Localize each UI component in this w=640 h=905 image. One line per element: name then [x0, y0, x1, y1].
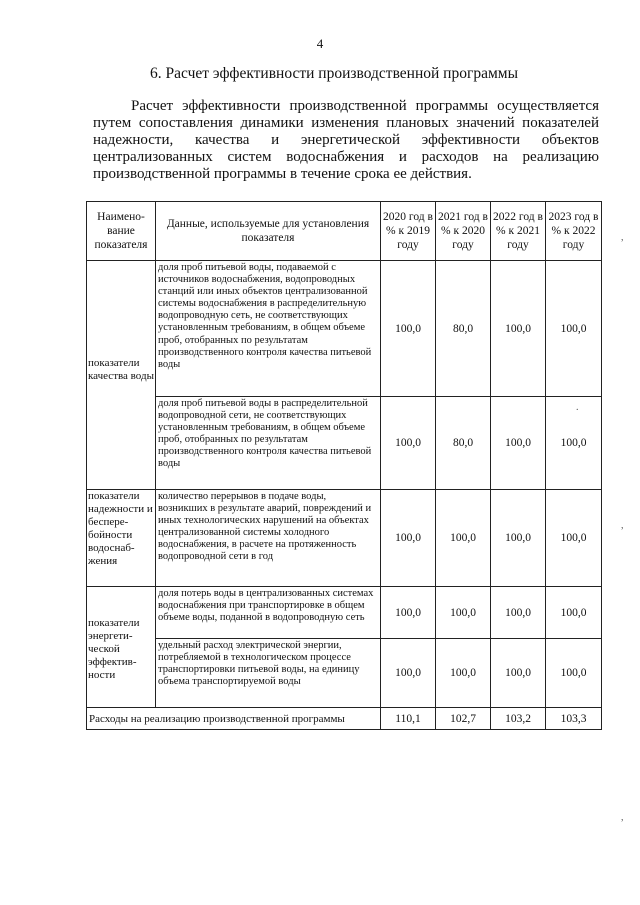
category-reliability: показатели надежности и беспере-бойности водоснаб-жения: [87, 490, 156, 587]
row-value: 100,0: [436, 490, 491, 587]
row-value: 100,0: [491, 639, 546, 708]
page-number: 4: [316, 36, 324, 51]
intro-paragraph: Расчет эффективности производственной программы осуществляется путем сопоставления динамики изменения плановых значений показателей надежности, качества и энергетической эффективности объектов централизованных систем водоснабжения и расходов на реализацию производственной программы в течение срока ее действия.: [93, 98, 599, 182]
scan-speck: ,: [621, 232, 624, 243]
row-value: 100,0: [546, 639, 602, 708]
row-description: количество перерывов в подаче воды, возникших в результате аварий, повреждений и иных технологических нарушений на объектах централизованной системы холодного водоснабжения, в расчете на протяженность водопроводной сети в год: [156, 490, 381, 587]
row-value: 80,0: [436, 397, 491, 490]
row-value: 100,0: [381, 261, 436, 397]
row-value: 100,0: [381, 397, 436, 490]
row-value: 100,0: [491, 261, 546, 397]
table-row: [87, 587, 602, 639]
header-2021: 2021 год в % к 2020 году: [436, 202, 491, 261]
total-value: 103,3: [546, 708, 602, 730]
table-row: [87, 639, 602, 708]
row-value: 100,0: [546, 587, 602, 639]
efficiency-table: [86, 201, 602, 730]
header-2020: 2020 год в % к 2019 году: [381, 202, 436, 261]
total-value: 102,7: [436, 708, 491, 730]
total-value: 110,1: [381, 708, 436, 730]
scan-speck: ,: [621, 520, 624, 531]
row-value: 100,0: [491, 490, 546, 587]
total-label: Расходы на реализацию производственной программы: [87, 708, 381, 730]
table-header-row: [87, 202, 602, 261]
row-value: 100,0: [546, 397, 602, 490]
header-data-used: Данные, используемые для установления показателя: [156, 202, 381, 261]
row-value: 100,0: [546, 261, 602, 397]
table-row: [87, 490, 602, 587]
row-value: 100,0: [381, 490, 436, 587]
row-description: доля потерь воды в централизованных системах водоснабжения при транспортировке в общем объеме воды, поданной в водопроводную сеть: [156, 587, 381, 639]
header-2023: 2023 год в % к 2022 году: [546, 202, 602, 261]
row-value: 80,0: [436, 261, 491, 397]
row-description: доля проб питьевой воды, подаваемой с источников водоснабжения, водопроводных станций или иных объектов централизованной системы водоснабжения в распределительную водопроводную сеть, не соответствующих установленным требованиям, в общем объеме проб, отобранных по результатам производственного контроля качества питьевой воды: [156, 261, 381, 397]
row-value: 100,0: [381, 587, 436, 639]
table-total-row: [87, 708, 602, 730]
row-value: 100,0: [491, 587, 546, 639]
scan-speck: ,: [621, 812, 624, 823]
category-water-quality: показатели качества воды: [87, 261, 156, 490]
row-value: 100,0: [436, 639, 491, 708]
row-description: доля проб питьевой воды в распределительной водопроводной сети, не соответствующих установленным требованиям, в общем объеме проб, отобранных по результатам производственного контроля качества питьевой воды: [156, 397, 381, 490]
row-value: 100,0: [436, 587, 491, 639]
total-value: 103,2: [491, 708, 546, 730]
row-description: удельный расход электрической энергии, потребляемой в технологическом процессе транспортировки питьевой воды, на единицу объема транспортируемой воды: [156, 639, 381, 708]
row-value: 100,0: [381, 639, 436, 708]
section-heading: 6. Расчет эффективности производственной программы: [150, 65, 518, 82]
header-indicator-name: Наимено-вание показателя: [87, 202, 156, 261]
table-row: [87, 397, 602, 490]
category-energy-efficiency: показатели энергети-ческой эффектив-ности: [87, 587, 156, 708]
scan-speck: .: [576, 402, 579, 413]
row-value: 100,0: [546, 490, 602, 587]
row-value: 100,0: [491, 397, 546, 490]
header-2022: 2022 год в % к 2021 году: [491, 202, 546, 261]
table-row: [87, 261, 602, 397]
